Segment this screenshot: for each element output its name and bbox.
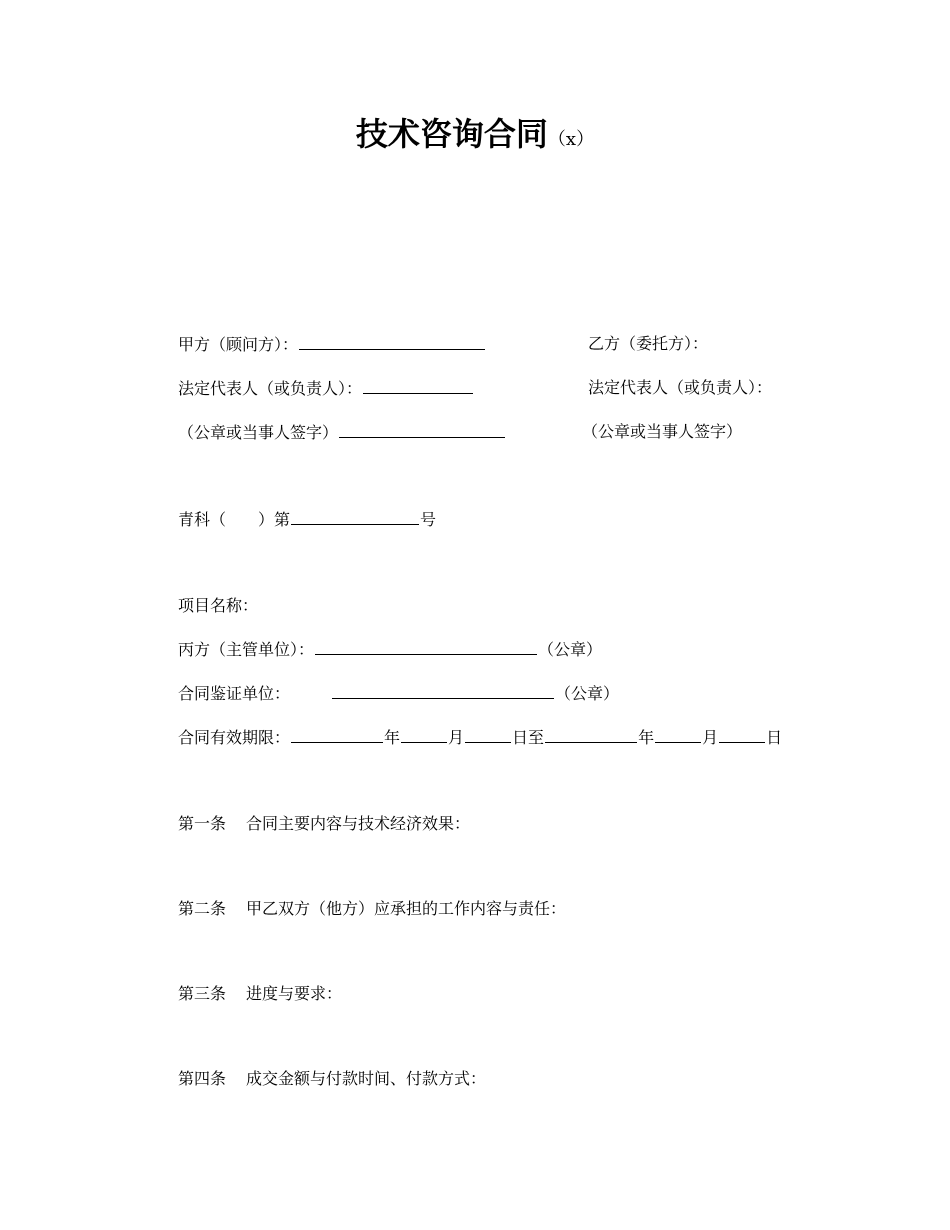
title-suffix: （x）: [547, 129, 595, 150]
start-day-blank[interactable]: [465, 725, 511, 743]
party-c-blank[interactable]: [315, 637, 537, 655]
legal-rep-a-label: 法定代表人（或负责人）：: [178, 379, 363, 398]
seal-a-label: （公章或当事人签字）: [178, 423, 339, 442]
party-c-label: 丙方（主管单位）：: [178, 640, 315, 659]
article-4-number: 第四条: [178, 1069, 227, 1088]
seal-a-line: [178, 420, 506, 444]
party-b-label: 乙方（委托方）：: [588, 334, 709, 353]
verify-unit-seal: （公章）: [555, 684, 620, 703]
start-day-to-label: 日至: [512, 728, 545, 747]
end-day-blank[interactable]: [719, 725, 765, 743]
end-month-label: 月: [702, 728, 719, 747]
seal-a-blank[interactable]: [339, 420, 505, 438]
end-year-blank[interactable]: [545, 725, 637, 743]
article-2-number: 第二条: [178, 899, 227, 918]
end-month-blank[interactable]: [655, 725, 701, 743]
legal-rep-a-line: [178, 376, 474, 400]
verify-unit-label: 合同鉴证单位：: [178, 684, 291, 703]
contract-number-blank[interactable]: [291, 507, 419, 525]
title-main: 技术咨询合同: [355, 115, 548, 153]
article-4: [178, 1067, 486, 1091]
verify-unit-line: [178, 681, 619, 705]
end-year-label: 年: [638, 728, 655, 747]
article-1-number: 第一条: [178, 814, 227, 833]
seal-b-label: （公章或当事人签字）: [582, 422, 743, 441]
legal-rep-a-blank[interactable]: [363, 376, 473, 394]
article-4-text: 成交金额与付款时间、付款方式：: [246, 1069, 487, 1088]
party-c-seal: （公章）: [538, 640, 603, 659]
project-name-line: [178, 594, 258, 618]
start-year-label: 年: [384, 728, 401, 747]
contract-number-suffix: 号: [420, 510, 437, 529]
validity-label: 合同有效期限：: [178, 728, 291, 747]
party-a-blank[interactable]: [299, 332, 485, 350]
party-c-line: [178, 637, 602, 661]
article-3-text: 进度与要求：: [246, 984, 343, 1003]
contract-number-prefix: 青科（ ）第: [178, 510, 291, 529]
verify-unit-blank[interactable]: [332, 681, 554, 699]
article-2-text: 甲乙双方（他方）应承担的工作内容与责任：: [246, 899, 567, 918]
project-name-label: 项目名称：: [178, 596, 259, 615]
end-day-label: 日: [766, 728, 783, 747]
document-title: [0, 112, 950, 162]
article-1: [178, 812, 470, 836]
article-2: [178, 897, 566, 921]
party-a-label: 甲方（顾问方）：: [178, 335, 299, 354]
start-year-blank[interactable]: [291, 725, 383, 743]
article-1-text: 合同主要内容与技术经济效果：: [246, 814, 471, 833]
contract-number-line: [178, 507, 436, 531]
start-month-blank[interactable]: [401, 725, 447, 743]
party-a-line: [178, 332, 486, 356]
legal-rep-b-label: 法定代表人（或负责人）：: [588, 378, 773, 397]
article-3-number: 第三条: [178, 984, 227, 1003]
validity-line: [178, 725, 782, 749]
start-month-label: 月: [448, 728, 465, 747]
article-3: [178, 982, 342, 1006]
